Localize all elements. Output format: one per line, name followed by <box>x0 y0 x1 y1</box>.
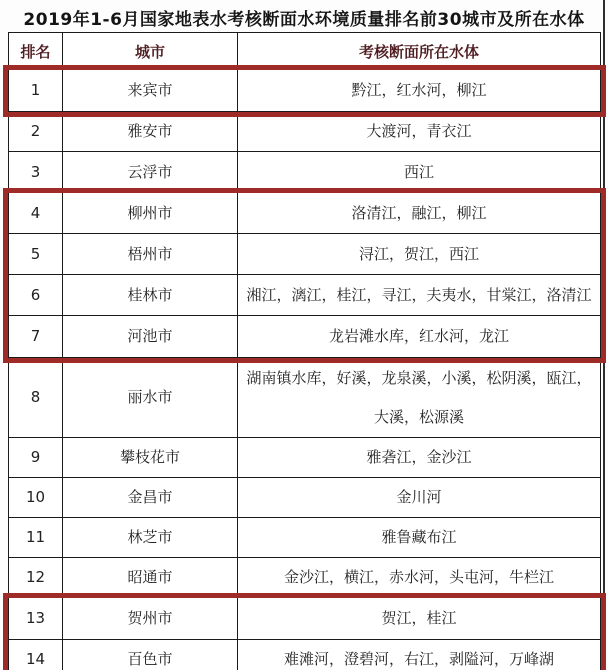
city-cell: 梧州市 <box>63 234 238 275</box>
right-edge-line <box>603 0 605 670</box>
ranking-table <box>8 32 601 670</box>
waters-cell: 贺江，桂江 <box>238 598 601 640</box>
table-row <box>9 112 601 152</box>
city-cell: 柳州市 <box>63 193 238 234</box>
table-row <box>9 358 601 438</box>
table-row <box>9 234 601 275</box>
waters-cell: 湖南镇水库，好溪，龙泉溪，小溪，松阴溪，瓯江，大溪，松源溪 <box>238 358 601 438</box>
waters-cell: 大渡河，青衣江 <box>238 112 601 152</box>
rank-cell: 11 <box>9 518 63 558</box>
city-cell: 攀枝花市 <box>63 438 238 478</box>
city-cell: 丽水市 <box>63 358 238 438</box>
table-row <box>9 640 601 670</box>
rank-cell: 3 <box>9 152 63 193</box>
waters-cell: 雅鲁藏布江 <box>238 518 601 558</box>
page-title: 2019年1-6月国家地表水考核断面水环境质量排名前30城市及所在水体 <box>23 10 585 30</box>
city-cell: 贺州市 <box>63 598 238 640</box>
waters-cell: 黔江，红水河，柳江 <box>238 70 601 112</box>
header-city: 城市 <box>63 33 238 70</box>
table-row <box>9 558 601 598</box>
waters-cell: 龙岩滩水库，红水河，龙江 <box>238 316 601 358</box>
rank-cell: 1 <box>9 70 63 112</box>
rank-cell: 4 <box>9 193 63 234</box>
table-row <box>9 598 601 640</box>
waters-cell: 金沙江，横江，赤水河，头屯河，牛栏江 <box>238 558 601 598</box>
city-cell: 雅安市 <box>63 112 238 152</box>
waters-cell: 金川河 <box>238 478 601 518</box>
rank-cell: 12 <box>9 558 63 598</box>
waters-cell: 西江 <box>238 152 601 193</box>
city-cell: 桂林市 <box>63 275 238 316</box>
table-row <box>9 438 601 478</box>
table-row <box>9 478 601 518</box>
waters-cell: 湘江，漓江，桂江，寻江，夫夷水，甘棠江，洛清江 <box>238 275 601 316</box>
city-cell: 来宾市 <box>63 70 238 112</box>
city-cell: 云浮市 <box>63 152 238 193</box>
table-row <box>9 275 601 316</box>
city-cell: 昭通市 <box>63 558 238 598</box>
rank-cell: 10 <box>9 478 63 518</box>
header-rank: 排名 <box>9 33 63 70</box>
waters-cell: 难滩河，澄碧河，右江，剥隘河，万峰湖 <box>238 640 601 670</box>
rank-cell: 8 <box>9 358 63 438</box>
waters-cell: 浔江，贺江，西江 <box>238 234 601 275</box>
rank-cell: 7 <box>9 316 63 358</box>
table-row <box>9 518 601 558</box>
city-cell: 金昌市 <box>63 478 238 518</box>
waters-cell: 雅砻江，金沙江 <box>238 438 601 478</box>
rank-cell: 6 <box>9 275 63 316</box>
table-row <box>9 316 601 358</box>
rank-cell: 5 <box>9 234 63 275</box>
table-row <box>9 152 601 193</box>
table-row <box>9 193 601 234</box>
rank-cell: 9 <box>9 438 63 478</box>
table-body <box>9 70 601 670</box>
rank-cell: 13 <box>9 598 63 640</box>
header-waters: 考核断面所在水体 <box>238 33 601 70</box>
header-row <box>9 33 601 70</box>
table-row <box>9 70 601 112</box>
rank-cell: 2 <box>9 112 63 152</box>
city-cell: 百色市 <box>63 640 238 670</box>
city-cell: 林芝市 <box>63 518 238 558</box>
waters-cell: 洛清江，融江，柳江 <box>238 193 601 234</box>
rank-cell: 14 <box>9 640 63 670</box>
city-cell: 河池市 <box>63 316 238 358</box>
table-header <box>9 33 601 70</box>
